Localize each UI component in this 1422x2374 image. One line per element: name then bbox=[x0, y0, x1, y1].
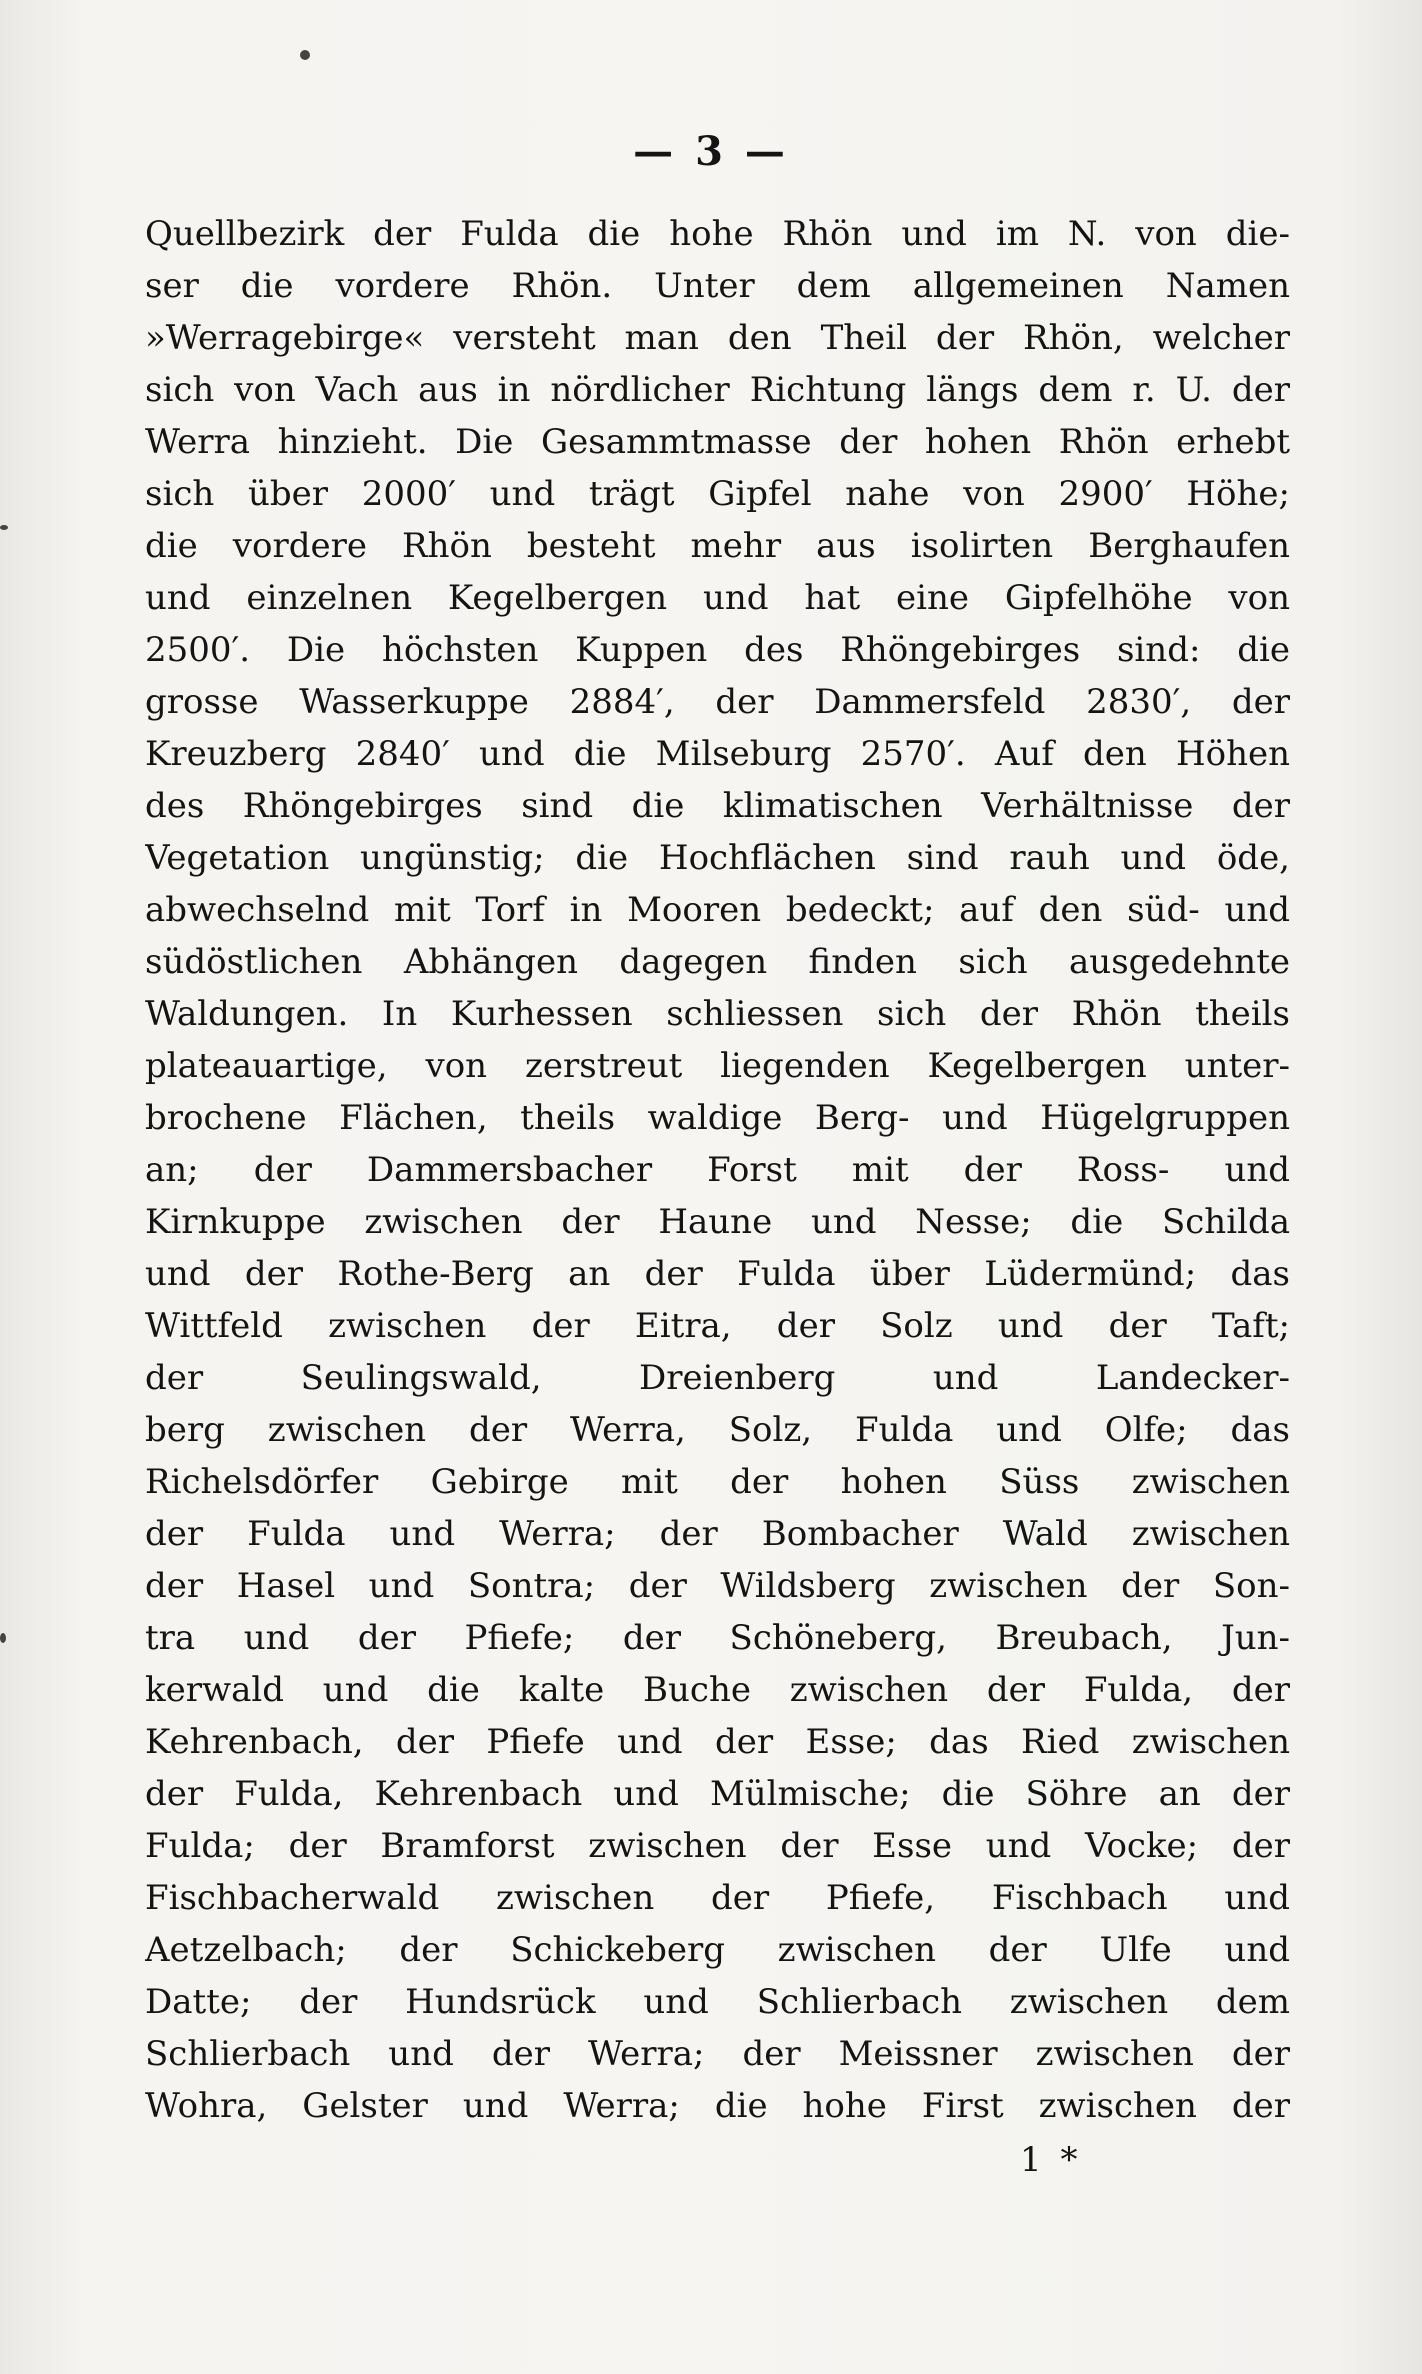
text-line: und der Rothe-Berg an der Fulda über Lüdermünd; das bbox=[145, 1254, 1290, 1294]
text-line: und einzelnen Kegelbergen und hat eine Gipfelhöhe von bbox=[145, 578, 1290, 618]
text-line: der Fulda, Kehrenbach und Mülmische; die Söhre an der bbox=[145, 1774, 1290, 1814]
page-number: — 3 — bbox=[633, 128, 789, 175]
text-line: sich von Vach aus in nördlicher Richtung längs dem r. U. der bbox=[145, 370, 1290, 410]
ink-speck bbox=[0, 1633, 6, 1643]
text-line: an; der Dammersbacher Forst mit der Ross- und bbox=[145, 1150, 1290, 1190]
text-line: Datte; der Hundsrück und Schlierbach zwischen dem bbox=[145, 1982, 1290, 2022]
text-line: Vegetation ungünstig; die Hochflächen sind rauh und öde, bbox=[145, 838, 1290, 878]
text-line: kerwald und die kalte Buche zwischen der Fulda, der bbox=[145, 1670, 1290, 1710]
text-line: Werra hinzieht. Die Gesammtmasse der hohen Rhön erhebt bbox=[145, 422, 1290, 462]
text-line: der Seulingswald, Dreienberg und Landecker- bbox=[145, 1358, 1290, 1398]
text-line: 2500′. Die höchsten Kuppen des Rhöngebirges sind: die bbox=[145, 630, 1290, 670]
text-line: Kirnkuppe zwischen der Haune und Nesse; die Schilda bbox=[145, 1202, 1290, 1242]
signature-mark: 1 * bbox=[1020, 2140, 1082, 2180]
text-line: sich über 2000′ und trägt Gipfel nahe von 2900′ Höhe; bbox=[145, 474, 1290, 514]
text-line: des Rhöngebirges sind die klimatischen Verhältnisse der bbox=[145, 786, 1290, 826]
text-line: Waldungen. In Kurhessen schliessen sich der Rhön theils bbox=[145, 994, 1290, 1034]
text-line: der Fulda und Werra; der Bombacher Wald zwischen bbox=[145, 1514, 1290, 1554]
text-line: Aetzelbach; der Schickeberg zwischen der Ulfe und bbox=[145, 1930, 1290, 1970]
ink-speck bbox=[300, 50, 310, 60]
text-line: südöstlichen Abhängen dagegen finden sich ausgedehnte bbox=[145, 942, 1290, 982]
text-line: grosse Wasserkuppe 2884′, der Dammersfeld 2830′, der bbox=[145, 682, 1290, 722]
text-line: abwechselnd mit Torf in Mooren bedeckt; auf den süd- und bbox=[145, 890, 1290, 930]
text-line: die vordere Rhön besteht mehr aus isolirten Berghaufen bbox=[145, 526, 1290, 566]
text-line: Wittfeld zwischen der Eitra, der Solz und der Taft; bbox=[145, 1306, 1290, 1346]
text-line: Richelsdörfer Gebirge mit der hohen Süss zwischen bbox=[145, 1462, 1290, 1502]
text-line: plateauartige, von zerstreut liegenden Kegelbergen unter- bbox=[145, 1046, 1290, 1086]
text-line: Fischbacherwald zwischen der Pfiefe, Fischbach und bbox=[145, 1878, 1290, 1918]
ink-speck bbox=[0, 525, 8, 530]
text-line: Quellbezirk der Fulda die hohe Rhön und im N. von die- bbox=[145, 214, 1290, 254]
text-line: tra und der Pfiefe; der Schöneberg, Breubach, Jun- bbox=[145, 1618, 1290, 1658]
text-line: der Hasel und Sontra; der Wildsberg zwischen der Son- bbox=[145, 1566, 1290, 1606]
text-line: ser die vordere Rhön. Unter dem allgemeinen Namen bbox=[145, 266, 1290, 306]
text-line: Kehrenbach, der Pfiefe und der Esse; das Ried zwischen bbox=[145, 1722, 1290, 1762]
text-line: Schlierbach und der Werra; der Meissner zwischen der bbox=[145, 2034, 1290, 2074]
text-line: Fulda; der Bramforst zwischen der Esse und Vocke; der bbox=[145, 1826, 1290, 1866]
text-line: »Werragebirge« versteht man den Theil der Rhön, welcher bbox=[145, 318, 1290, 358]
text-line: berg zwischen der Werra, Solz, Fulda und Olfe; das bbox=[145, 1410, 1290, 1450]
body-text bbox=[145, 208, 1290, 2132]
text-line: Kreuzberg 2840′ und die Milseburg 2570′. Auf den Höhen bbox=[145, 734, 1290, 774]
text-line: Wohra, Gelster und Werra; die hohe First zwischen der bbox=[145, 2086, 1290, 2126]
text-line: brochene Flächen, theils waldige Berg- und Hügelgruppen bbox=[145, 1098, 1290, 1138]
